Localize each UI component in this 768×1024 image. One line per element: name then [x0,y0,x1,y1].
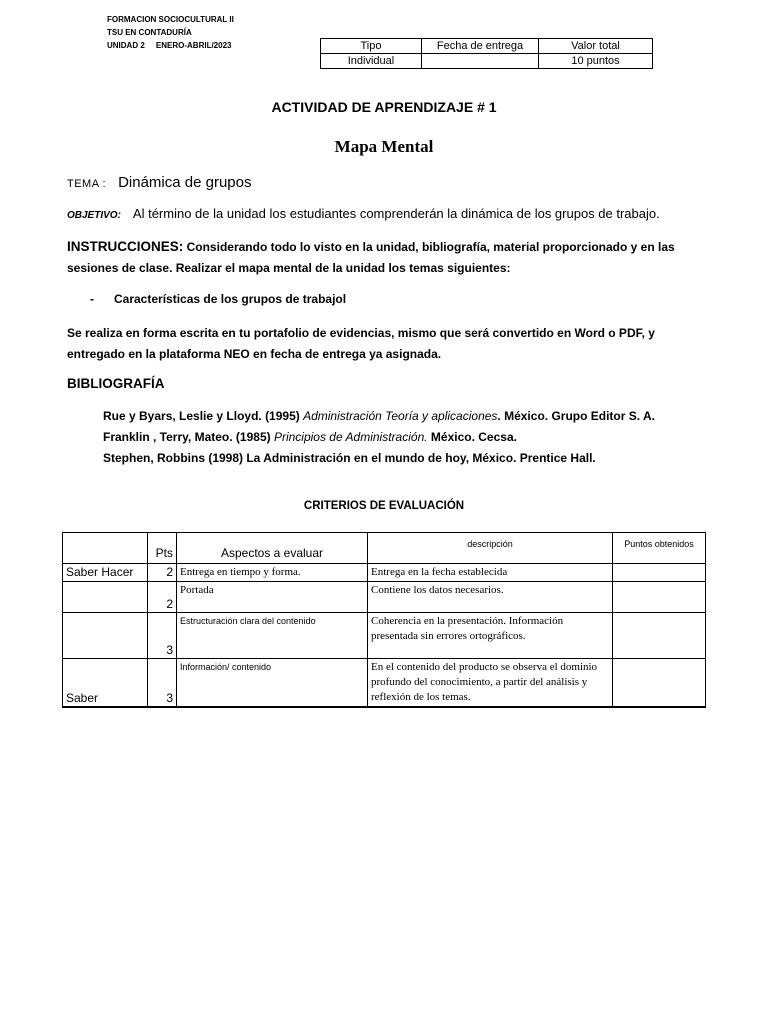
row-pts: 2 [148,582,177,613]
bib-entry [103,427,655,448]
row-category: Saber Hacer [63,564,148,582]
instrucciones-label: INSTRUCCIONES: [67,239,184,254]
pts-header-label: Pts [155,546,173,560]
pts-header [148,533,177,564]
row-category [63,582,148,613]
bib-entry-title: Administración Teoría y aplicaciones [303,409,498,423]
row-aspecto: Estructuración clara del contenido [177,613,368,659]
objetivo-line [67,206,727,221]
info-header-valor: Valor total [539,39,653,54]
table-row [63,613,706,659]
row-aspecto: Entrega en tiempo y forma. [177,564,368,582]
document-header [107,13,234,52]
row-aspecto: Información/ contenido [177,659,368,708]
criterios-table [62,532,706,708]
row-puntos [613,613,706,659]
table-row [63,582,706,613]
bib-entry-title: Principios de Administración. [273,430,428,444]
bibliografia-heading: BIBLIOGRAFÍA [67,376,165,391]
bib-entry-publisher: México. Cecsa. [427,430,517,444]
tema-line [67,174,251,191]
descripcion-header [368,533,613,564]
row-descripcion: Entrega en la fecha establecida [368,564,613,582]
table-row [63,564,706,582]
bullet-item [90,292,346,306]
aspectos-header [177,533,368,564]
bib-entry-publisher: . México. Grupo Editor S. A. [497,409,655,423]
info-header-tipo: Tipo [321,39,422,54]
descripcion-header-label: descripción [467,539,513,549]
bib-entry [103,406,655,427]
objetivo-text: Al término de la unidad los estudiantes comprenderán la dinámica de los grupos de trabajo. [132,206,660,221]
bib-entry-author: Franklin , Terry, Mateo. (1985) [103,430,274,444]
row-puntos [613,582,706,613]
row-descripcion: Coherencia en la presentación. Información presentada sin errores ortográficos. [368,613,613,659]
course-name: FORMACION SOCIOCULTURAL II [107,15,234,24]
category-header [63,533,148,564]
unit-period: UNIDAD 2 ENERO-ABRIL/2023 [107,41,232,50]
info-header-fecha: Fecha de entrega [422,39,539,54]
row-descripcion: Contiene los datos necesarios. [368,582,613,613]
bib-entry-author: Rue y Byars, Leslie y Lloyd. (1995) [103,409,304,423]
bullet-text: Características de los grupos de trabajol [114,292,347,306]
row-descripcion: En el contenido del producto se observa el dominio profundo del conocimiento, a partir del análisis y reflexión de los temas. [368,659,613,708]
row-category: Saber [63,659,148,708]
instrucciones-text: Considerando todo lo visto en la unidad, bibliografía, material proporcionado y en las sesiones de clase. Realizar el mapa mental de la unidad los temas siguientes: [67,240,675,275]
bullet-dash: - [90,292,94,306]
row-puntos [613,564,706,582]
row-aspecto: Portada [177,582,368,613]
aspectos-header-label: Aspectos a evaluar [220,546,324,560]
row-category [63,613,148,659]
delivery-paragraph: Se realiza en forma escrita en tu portafolio de evidencias, mismo que será convertido en Word o PDF, y entregado en la plataforma NEO en fecha de entrega ya asignada. [67,326,655,361]
instrucciones-block [67,236,707,279]
row-puntos [613,659,706,708]
delivery-info-table [320,38,653,69]
tema-value: Dinámica de grupos [118,174,252,191]
tema-label: TEMA : [67,178,107,190]
activity-subtitle: Mapa Mental [334,137,434,156]
table-row [63,659,706,708]
program-name: TSU EN CONTADURÍA [107,28,192,37]
bib-entry-author: Stephen, Robbins (1998) La Administración en el mundo de hoy, México. Prentice Hall. [103,451,596,465]
puntos-header-label: Puntos obtenidos [624,539,694,549]
row-pts: 3 [148,613,177,659]
row-pts: 2 [148,564,177,582]
info-fecha-value [422,54,539,69]
puntos-header [613,533,706,564]
bibliografia-list [103,406,655,469]
bib-entry [103,448,655,469]
objetivo-label: OBJETIVO: [67,210,121,221]
info-tipo-value: Individual [321,54,422,69]
activity-title: ACTIVIDAD DE APRENDIZAJE # 1 [271,99,497,115]
row-pts: 3 [148,659,177,708]
info-valor-value: 10 puntos [539,54,653,69]
criterios-title: CRITERIOS DE EVALUACIÓN [303,500,465,512]
